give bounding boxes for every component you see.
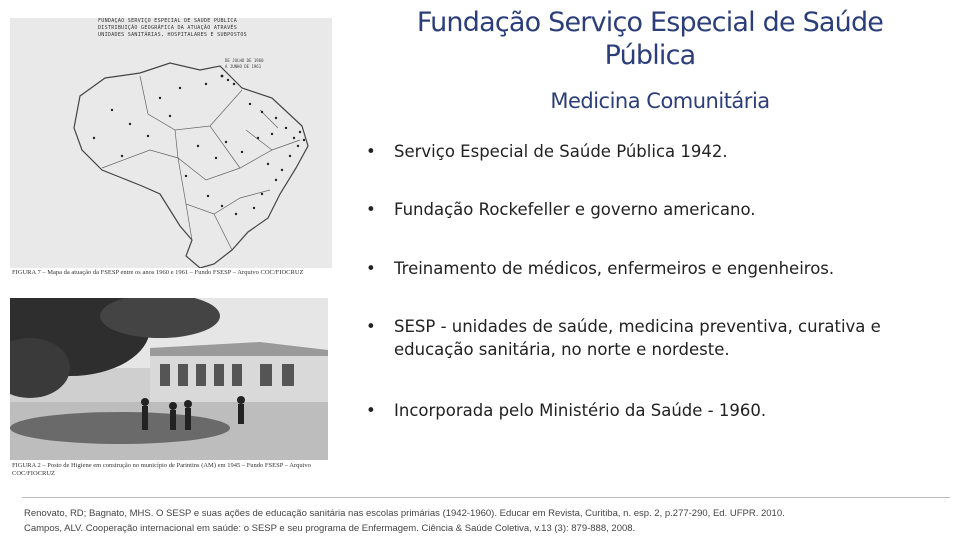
bullet-text: Serviço Especial de Saúde Pública 1942. — [394, 142, 728, 161]
bullet-icon: • — [366, 401, 376, 420]
map-header-line: UNIDADES SANITÁRIAS, HOSPITALARES E SUBPOSTOS — [98, 32, 247, 38]
health-post-photo — [10, 298, 328, 460]
references — [24, 506, 944, 536]
map-header-line: FUNDAÇÃO SERVIÇO ESPECIAL DE SAÚDE PÚBLICA — [98, 18, 238, 24]
bullet-text: SESP - unidades de saúde, medicina preventiva, curativa e educação sanitária, no norte e nordeste. — [394, 317, 881, 359]
slide-title: Fundação Serviço Especial de Saúde Pública — [416, 7, 884, 71]
map-header — [98, 18, 298, 39]
bullet-item — [366, 399, 956, 422]
photo-caption: FIGURA 2 – Posto de Higiene em construção no município de Parintins (AM) em 1945 – Fundo FSESP – Arquivo COC/FIOCRUZ — [12, 462, 311, 477]
map-dates — [225, 58, 264, 70]
health-post-photo-drawing — [10, 298, 328, 460]
slide-subtitle: Medicina Comunitária — [550, 89, 770, 113]
bullet-icon: • — [366, 142, 376, 161]
bullet-item — [366, 315, 956, 361]
bullet-icon: • — [366, 259, 376, 278]
brazil-map-drawing — [10, 18, 332, 268]
bullet-text: Fundação Rockefeller e governo americano. — [394, 200, 756, 219]
map-caption: FIGURA 7 – Mapa da atuação da FSESP entre os anos 1960 e 1961 – Fundo FSESP – Arquivo COC/FIOCRUZ — [12, 269, 304, 276]
reference-item: Renovato, RD; Bagnato, MHS. O SESP e suas ações de educação sanitária nas escolas primárias (1942-1960). Educar em Revista, Curitiba, n. esp. 2, p.277-290, Ed. UFPR. 2010. — [24, 508, 785, 519]
bullet-icon: • — [366, 317, 376, 336]
brazil-map-image — [10, 18, 332, 268]
reference-item: Campos, ALV. Cooperação internacional em saúde: o SESP e seu programa de Enfermagem. Ciência & Saúde Coletiva, v.13 (3): 879-888, 2008. — [24, 523, 636, 534]
bullet-item — [366, 257, 956, 280]
map-date-line: DE JULHO DE 1960 — [225, 58, 264, 63]
bullet-item — [366, 140, 956, 163]
map-header-line: DISTRIBUIÇÃO GEOGRÁFICA DA ATUAÇÃO ATRAVÉS — [98, 25, 238, 31]
bullet-icon: • — [366, 200, 376, 219]
map-date-line: A JUNHO DE 1961 — [225, 64, 262, 69]
bullet-text: Treinamento de médicos, enfermeiros e engenheiros. — [394, 259, 835, 278]
map-paper — [10, 18, 332, 268]
footer-divider — [22, 497, 950, 498]
bullet-item — [366, 198, 956, 221]
bullet-text: Incorporada pelo Ministério da Saúde - 1960. — [394, 401, 767, 420]
